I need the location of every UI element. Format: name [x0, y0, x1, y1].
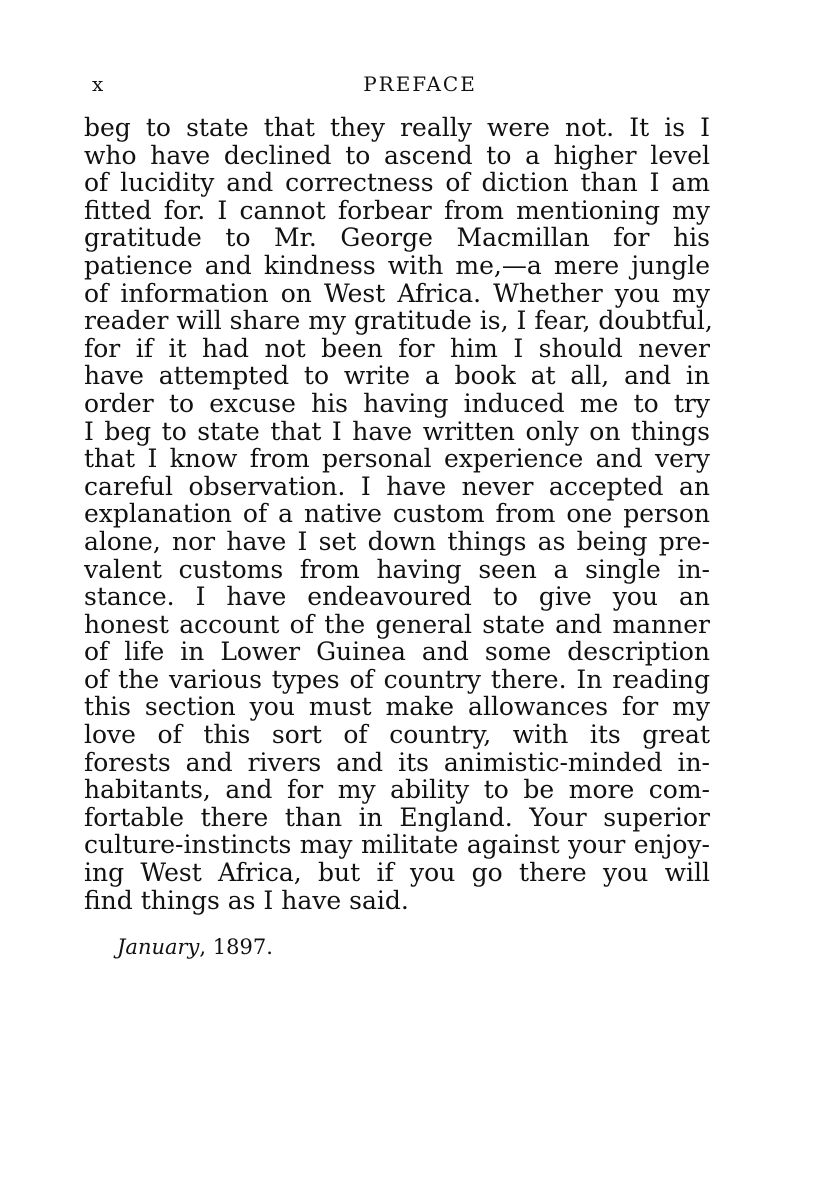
text-line: culture-instincts may militate against your enjoy- — [84, 830, 710, 860]
text-line: stance. I have endeavoured to give you an — [84, 582, 710, 612]
text-line: this section you must make allowances for my — [84, 692, 710, 722]
text-line: reader will share my gratitude is, I fear, doubtful, — [84, 306, 713, 336]
text-line: of the various types of country there. In reading — [84, 664, 710, 694]
text-line: of lucidity and correctness of diction than I am — [84, 168, 710, 198]
text-line: of life in Lower Guinea and some description — [84, 637, 710, 667]
text-line: patience and kindness with me,—a mere jungle — [84, 250, 710, 280]
text-line: love of this sort of country, with its great — [84, 720, 710, 750]
text-line: alone, nor have I set down things as being pre- — [84, 526, 710, 556]
text-line: ing West Africa, but if you go there you will — [84, 858, 710, 888]
text-line: I beg to state that I have written only on things — [84, 416, 710, 446]
preface-dateline — [117, 934, 273, 960]
dateline-year: , 1897. — [199, 935, 273, 959]
running-head: PREFACE — [363, 72, 477, 96]
text-line: fortable there than in England. Your superior — [84, 802, 710, 832]
text-line: honest account of the general state and manner — [84, 609, 710, 639]
text-line: habitants, and for my ability to be more com- — [84, 775, 710, 805]
text-line: for if it had not been for him I should never — [84, 333, 710, 363]
text-line: that I know from personal experience and very — [84, 444, 710, 474]
text-line: careful observation. I have never accepted an — [84, 471, 710, 501]
text-line: valent customs from having seen a single in- — [84, 554, 710, 584]
text-line: gratitude to Mr. George Macmillan for his — [84, 223, 710, 253]
text-line-last: find things as I have said. — [84, 885, 409, 915]
text-line: have attempted to write a book at all, and in — [84, 361, 710, 391]
text-line: forests and rivers and its animistic-minded in- — [84, 747, 710, 777]
text-line: who have declined to ascend to a higher level — [84, 140, 710, 170]
text-line: order to excuse his having induced me to try — [84, 388, 710, 418]
text-line: explanation of a native custom from one person — [84, 499, 710, 529]
text-line: of information on West Africa. Whether you my — [84, 278, 710, 308]
dateline-month: January — [117, 935, 200, 959]
preface-body — [84, 113, 713, 915]
page-number: x — [92, 72, 105, 96]
text-line: fitted for. I cannot forbear from mentioning my — [84, 195, 710, 225]
text-line: beg to state that they really were not. It is I — [84, 113, 710, 142]
